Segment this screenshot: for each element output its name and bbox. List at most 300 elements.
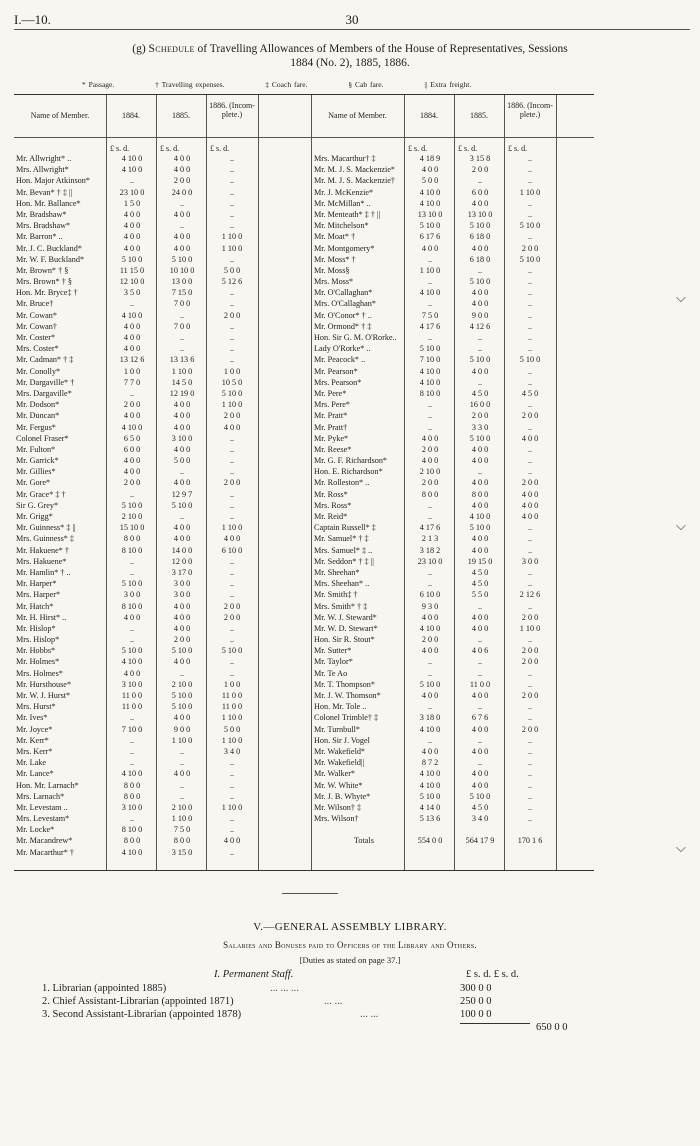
amount-1885: 5 10 0 <box>469 523 491 533</box>
legend-passage: * Passage. <box>82 80 115 89</box>
amount-1886: .. <box>527 299 533 309</box>
amount-1884: 5 13 6 <box>419 814 441 824</box>
member-name: Mr. Brown* † § <box>16 265 69 275</box>
leader: ... ... <box>360 1009 379 1020</box>
amount-1886: 4 0 0 <box>223 836 241 846</box>
amount-1884: 4 10 0 <box>419 377 441 387</box>
table-row <box>14 556 594 567</box>
library-total-row <box>42 1021 602 1034</box>
amount-1885: 14 0 0 <box>171 545 193 555</box>
col-header-1885-right: 1885. <box>470 111 488 120</box>
table-row <box>14 388 594 399</box>
member-name: Mr. Hamlin* † .. <box>16 567 71 577</box>
amount-1885: 4 0 0 <box>471 534 489 544</box>
member-name: Mrs. Pearson* <box>314 377 362 387</box>
amount-1886: .. <box>229 791 235 801</box>
amount-1885: 4 0 0 <box>471 612 489 622</box>
amount-1884: 4 0 0 <box>123 232 141 242</box>
member-name: Mr. J. W. Thomson* <box>314 691 381 700</box>
amount-1885: 4 0 0 <box>471 366 489 376</box>
amount-1885: 4 0 0 <box>471 478 489 488</box>
table-row <box>14 589 594 600</box>
margin-mark: ⌵ <box>676 290 686 305</box>
amount-1886: 4 0 0 <box>223 534 241 544</box>
amount-1884: 1 5 0 <box>123 198 141 208</box>
member-name: Totals <box>354 836 374 846</box>
amount-1884: 3 10 0 <box>121 802 143 812</box>
amount-1886: .. <box>229 567 235 577</box>
library-item-amount: 100 0 0 <box>460 1009 492 1020</box>
amount-1886: .. <box>527 523 533 533</box>
amount-1884: 3 18 2 <box>419 545 441 555</box>
amount-1885: .. <box>179 758 185 768</box>
amount-1886: .. <box>229 814 235 824</box>
col-header-1885: 1885. <box>172 111 190 120</box>
amount-1885: 1 10 0 <box>171 814 193 824</box>
amount-1885: 4 0 0 <box>471 243 489 253</box>
amount-1884: .. <box>427 668 433 678</box>
table-row <box>14 343 594 354</box>
amount-1886: 4 0 0 <box>521 433 539 443</box>
table-row <box>14 612 594 623</box>
schedule-title <box>10 42 690 70</box>
amount-1885: 4 0 0 <box>471 198 489 208</box>
amount-1885: 3 4 0 <box>471 814 489 824</box>
amount-1884: 6 0 0 <box>123 444 141 454</box>
amount-1886: .. <box>229 355 235 365</box>
amount-1885: 4 0 0 <box>173 165 191 175</box>
amount-1884: 5 10 0 <box>121 254 143 264</box>
amount-1885: 4 0 0 <box>471 724 489 734</box>
amount-1885: 5 10 0 <box>469 277 491 287</box>
psd-header: £ s. d. <box>110 144 130 153</box>
amount-1885: 4 5 0 <box>471 802 489 812</box>
leader: ... ... ... <box>270 983 299 994</box>
amount-1886: .. <box>527 780 533 790</box>
member-name: Mr. Dargaville* † <box>16 377 75 387</box>
amount-1886: .. <box>229 333 235 342</box>
member-name: Mr. Moss* † <box>314 254 356 264</box>
amount-1884: 2 0 0 <box>421 635 439 645</box>
amount-1886: 1 10 0 <box>221 802 243 812</box>
amount-1886: .. <box>527 635 533 645</box>
member-name: Mr. Cowan† <box>16 321 57 331</box>
table-row <box>14 399 594 410</box>
amount-1886: .. <box>229 288 235 298</box>
table-row <box>14 735 594 746</box>
amount-1885: 2 0 0 <box>471 411 489 421</box>
amount-1884: 4 0 0 <box>123 221 141 231</box>
member-name: Mr. Ives* <box>16 713 48 723</box>
table-row <box>14 310 594 321</box>
amount-1886: 1 10 0 <box>221 243 243 253</box>
amount-1884: 4 17 6 <box>419 321 441 331</box>
table-row <box>14 601 594 612</box>
amount-1884: 4 0 0 <box>123 333 141 342</box>
amount-1886: .. <box>229 769 235 779</box>
amount-1886: 10 5 0 <box>221 377 243 387</box>
amount-1885: 5 10 0 <box>469 221 491 231</box>
amount-1885: .. <box>179 333 185 342</box>
table-row <box>14 366 594 377</box>
psd-header: £ s. d. <box>210 144 230 153</box>
amount-1886: 1 0 0 <box>223 679 241 689</box>
section-separator <box>282 893 338 894</box>
amount-1885: .. <box>477 344 483 354</box>
library-note: [Duties as stated on page 37.] <box>299 955 401 965</box>
member-name: Mr. Barron* .. <box>16 232 63 242</box>
member-name: Mr. Kerr* <box>16 735 49 745</box>
member-name: Mr. Grace* ‡ † <box>16 489 66 499</box>
amount-1884: 4 10 0 <box>419 198 441 208</box>
member-name: Mr. J. C. Buckland* <box>16 243 82 253</box>
amount-1885: .. <box>179 791 185 801</box>
amount-1884: 2 0 0 <box>421 478 439 488</box>
amount-1886: 3 4 0 <box>223 746 241 756</box>
amount-1885: .. <box>477 601 483 611</box>
member-name: Mrs. Hakuene* <box>16 556 67 566</box>
table-row <box>14 377 594 388</box>
member-name: Mrs. Harper* <box>16 590 61 600</box>
amount-1884: 23 10 0 <box>417 556 443 566</box>
amount-1884: .. <box>427 400 433 410</box>
amount-1884: .. <box>129 814 135 824</box>
amount-1886: .. <box>229 825 235 835</box>
amount-1886: 2 0 0 <box>521 724 539 734</box>
member-name: Mr. Turnbull* <box>314 724 360 734</box>
table-row <box>14 489 594 500</box>
amount-1885: 3 17 0 <box>171 567 193 577</box>
amount-1885: 7 0 0 <box>173 321 191 331</box>
amount-1884: 4 10 0 <box>121 657 143 667</box>
amount-1884: .. <box>129 635 135 645</box>
amount-1886: 2 0 0 <box>223 411 241 421</box>
amount-1885: 564 17 9 <box>465 836 495 846</box>
amount-1886: 2 0 0 <box>521 612 539 622</box>
member-name: Mrs. Ross* <box>314 500 352 510</box>
member-name: Mr. Fergus* <box>16 422 56 432</box>
amount-1884: .. <box>129 299 135 309</box>
amount-1884: 5 10 0 <box>419 221 441 231</box>
member-name: Mrs. Macarthur† ‡ <box>314 154 376 163</box>
amount-1884: 23 10 0 <box>119 187 145 197</box>
member-name: Mr. Smith‡ † <box>314 590 358 600</box>
amount-1884: .. <box>427 422 433 432</box>
amount-1884: 5 10 0 <box>121 500 143 510</box>
member-name: Mr. McMillan* .. <box>314 198 371 208</box>
library-col-headers: £ s. d. £ s. d. <box>466 969 519 980</box>
table-row <box>14 477 594 488</box>
member-name: Mr. Allwright* .. <box>16 154 72 163</box>
amount-1885: .. <box>179 668 185 678</box>
member-name: Mr. Cowan* <box>16 310 57 320</box>
header-rule <box>14 137 594 138</box>
amount-1885: 4 5 0 <box>471 388 489 398</box>
amount-1885: 3 3 0 <box>471 422 489 432</box>
margin-mark: ⌵ <box>676 840 686 855</box>
amount-1885: 19 15 0 <box>467 556 493 566</box>
amount-1885: .. <box>179 221 185 231</box>
amount-1885: 4 0 0 <box>471 623 489 633</box>
table-row <box>14 455 594 466</box>
page-header <box>14 12 690 32</box>
amount-1884: 7 5 0 <box>421 310 439 320</box>
table-row <box>14 746 594 757</box>
table-row <box>14 466 594 477</box>
member-name: Mrs. O'Callaghan* <box>314 299 376 309</box>
table-row <box>14 634 594 645</box>
member-name: Mr. Samuel* † ‡ <box>314 534 369 544</box>
member-name: Mrs. Guinness* ‡ <box>16 534 74 544</box>
amount-1884: 2 1 3 <box>421 534 439 544</box>
amount-1884: 13 10 0 <box>417 209 443 219</box>
amount-1884: 4 10 0 <box>419 187 441 197</box>
table-row <box>14 298 594 309</box>
col-header-1886-right: 1886. (Incom- plete.) <box>507 101 553 119</box>
table-row <box>14 791 594 802</box>
legend-freight: || Extra freight. <box>424 80 472 89</box>
amount-1885: 5 10 0 <box>171 500 193 510</box>
amount-1884: 4 0 0 <box>421 746 439 756</box>
amount-1884: 4 17 6 <box>419 523 441 533</box>
member-name: Mrs. Coster* <box>16 344 59 354</box>
member-name: Mr. J. McKenzie* <box>314 187 374 197</box>
amount-1885: .. <box>179 467 185 477</box>
member-name: Mr. Garrick* <box>16 456 59 466</box>
amount-1886: 5 10 0 <box>519 254 541 264</box>
amount-1886: 11 0 0 <box>221 702 243 712</box>
amount-1884: 4 10 0 <box>419 623 441 633</box>
table-row <box>14 712 594 723</box>
amount-1885: 5 10 0 <box>469 355 491 365</box>
amount-1885: 5 10 0 <box>469 433 491 443</box>
member-name: Mr. Pearson* <box>314 366 358 376</box>
amount-1885: 12 0 0 <box>171 556 193 566</box>
legend <box>82 80 509 89</box>
member-name: Mr. O'Callaghan* <box>314 288 373 298</box>
amount-1884: 4 10 0 <box>419 724 441 734</box>
table-row <box>14 332 594 343</box>
legend-cab: § Cab fare. <box>348 80 384 89</box>
member-name: Mr. Hislop* <box>16 623 56 633</box>
table-row <box>14 231 594 242</box>
amount-1886: .. <box>527 366 533 376</box>
amount-1884: 12 10 0 <box>119 277 145 287</box>
amount-1886: 5 10 0 <box>519 355 541 365</box>
amount-1886: 1 0 0 <box>223 366 241 376</box>
amount-1886: .. <box>527 321 533 331</box>
col-header-1884: 1884. <box>122 111 140 120</box>
member-name: Mrs. Hislop* <box>16 635 60 645</box>
col-header-1884-right: 1884. <box>420 111 438 120</box>
amount-1885: 1 10 0 <box>171 366 193 376</box>
amount-1885: .. <box>477 176 483 186</box>
amount-1885: .. <box>477 702 483 712</box>
col-header-1886: 1886. (Incom- plete.) <box>209 101 255 119</box>
amount-1884: 4 0 0 <box>123 612 141 622</box>
amount-1884: 8 0 0 <box>123 836 141 846</box>
amount-1885: 10 10 0 <box>169 265 195 275</box>
amount-1886: .. <box>229 299 235 309</box>
amount-1885: 6 18 0 <box>469 254 491 264</box>
amount-1886: 4 0 0 <box>521 512 539 521</box>
library-item-label: 1. Librarian (appointed 1885) <box>42 983 167 994</box>
amount-1885: .. <box>477 758 483 768</box>
member-name: Hon. Major Atkinson* <box>16 176 90 186</box>
amount-1884: 4 0 0 <box>123 209 141 219</box>
amount-1884: .. <box>427 277 433 287</box>
amount-1886: 2 0 0 <box>521 478 539 488</box>
amount-1884: 8 10 0 <box>121 825 143 835</box>
amount-1884: 4 0 0 <box>123 321 141 331</box>
amount-1885: 4 0 0 <box>173 623 191 633</box>
member-name: Mr. Menteath* ‡ † || <box>314 209 381 219</box>
member-name: Mr. Montgomery* <box>314 243 375 253</box>
member-name: Mr. Wakefield|| <box>314 758 365 768</box>
amount-1886: 5 0 0 <box>223 724 241 734</box>
table-row <box>14 175 594 186</box>
amount-1885: 4 0 0 <box>173 209 191 219</box>
member-name: Mr. Wilson† ‡ <box>314 802 362 812</box>
amount-1886: .. <box>527 310 533 320</box>
member-name: Mrs. Pere* <box>314 400 350 410</box>
amount-1884: .. <box>427 657 433 667</box>
member-name: Mr. Reid* <box>314 512 348 521</box>
amount-1886: .. <box>229 165 235 175</box>
amount-1886: 1 10 0 <box>221 713 243 723</box>
amount-1886: 4 0 0 <box>521 489 539 499</box>
amount-1884: 7 7 0 <box>123 377 141 387</box>
amount-1885: 5 0 0 <box>173 456 191 466</box>
member-name: Mr. Guinness* ‡ || <box>16 523 76 533</box>
member-name: Mr. Te Ao <box>314 668 348 678</box>
amount-1886: .. <box>229 456 235 466</box>
member-name: Mrs. Sheehan* .. <box>314 579 370 589</box>
amount-1884: 5 10 0 <box>419 679 441 689</box>
amount-1886: 170 1 6 <box>517 836 543 846</box>
amount-1884: 2 0 0 <box>421 444 439 454</box>
member-name: Mr. W. J. Hurst* <box>16 691 71 700</box>
amount-1884: 5 10 0 <box>121 646 143 656</box>
library-item-label: 2. Chief Assistant-Librarian (appointed 1871) <box>42 996 234 1007</box>
member-name: Mr. O'Conor* † .. <box>314 310 372 320</box>
psd-header: £ s. d. <box>160 144 180 153</box>
amount-1886: 5 0 0 <box>223 265 241 275</box>
amount-1884: 4 10 0 <box>121 769 143 779</box>
table-row <box>14 198 594 209</box>
amount-1884: 8 0 0 <box>123 534 141 544</box>
amount-1884: 4 10 0 <box>419 288 441 298</box>
amount-1884: 3 18 0 <box>419 713 441 723</box>
amount-1886: 1 10 0 <box>221 232 243 242</box>
amount-1886: .. <box>527 534 533 544</box>
table-row <box>14 835 594 846</box>
amount-1884: 4 0 0 <box>123 467 141 477</box>
amount-1885: 3 0 0 <box>173 590 191 600</box>
member-name: Mrs. Hurst* <box>16 702 56 712</box>
table-row <box>14 187 594 198</box>
member-name: Mr. Walker* <box>314 769 356 779</box>
member-name: Hon. Sir G. M. O'Rorke.. <box>314 333 397 342</box>
amount-1886: .. <box>229 657 235 667</box>
amount-1886: .. <box>229 668 235 678</box>
table-row <box>14 645 594 656</box>
amount-1886: 2 0 0 <box>521 646 539 656</box>
amount-1885: .. <box>477 735 483 745</box>
amount-1884: 4 0 0 <box>421 433 439 443</box>
table-row <box>14 567 594 578</box>
amount-1886: .. <box>527 567 533 577</box>
amount-1886: 5 12 6 <box>221 277 243 287</box>
table-row <box>14 824 594 835</box>
amount-1885: 4 0 0 <box>173 601 191 611</box>
amount-1885: 5 10 0 <box>171 702 193 712</box>
amount-1886: .. <box>527 400 533 410</box>
table-row <box>14 276 594 287</box>
library-total: 650 0 0 <box>536 1022 568 1033</box>
amount-1886: 1 10 0 <box>519 187 541 197</box>
amount-1885: 3 15 0 <box>171 847 193 857</box>
amount-1884: 4 10 0 <box>121 422 143 432</box>
title-line2: 1884 (No. 2), 1885, 1886. <box>290 57 410 69</box>
member-name: Mr. Levestam .. <box>16 802 68 812</box>
amount-1885: .. <box>477 657 483 667</box>
member-name: Mrs. Larnach* <box>16 791 65 801</box>
member-name: Mrs. Levestam* <box>16 814 70 824</box>
member-name: Mrs. Kerr* <box>16 746 53 756</box>
amount-1885: 5 5 0 <box>471 590 489 600</box>
member-name: Mr. Moat* † <box>314 232 356 242</box>
allowances-table <box>14 94 594 871</box>
amount-1885: 4 0 0 <box>471 780 489 790</box>
member-name: Mr. Sheehan* <box>314 567 360 577</box>
library-item-amount: 300 0 0 <box>460 983 492 994</box>
amount-1885: 2 0 0 <box>173 635 191 645</box>
amount-1886: .. <box>229 467 235 477</box>
amount-1885: .. <box>179 512 185 521</box>
member-name: Mr. Rolleston* .. <box>314 478 370 488</box>
table-row <box>14 265 594 276</box>
amount-1885: 4 0 0 <box>173 154 191 163</box>
amount-1886: 2 0 0 <box>223 478 241 488</box>
member-name: Mr. Pratt† <box>314 422 348 432</box>
amount-1884: .. <box>129 758 135 768</box>
amount-1886: .. <box>527 422 533 432</box>
amount-1885: 12 19 0 <box>169 388 195 398</box>
member-name: Mr. Bruce† <box>16 299 54 309</box>
amount-1884: .. <box>427 411 433 421</box>
member-name: Hon. Mr. Bryce‡ † <box>16 288 78 298</box>
amount-1884: 7 10 0 <box>121 724 143 734</box>
amount-1886: .. <box>527 746 533 756</box>
amount-1886: 2 0 0 <box>521 243 539 253</box>
member-name: Mrs. Bradshaw* <box>16 221 71 231</box>
amount-1885: 5 10 0 <box>469 791 491 801</box>
amount-1884: .. <box>129 556 135 566</box>
table-row <box>14 623 594 634</box>
amount-1884: .. <box>427 254 433 264</box>
amount-1884: .. <box>129 388 135 398</box>
amount-1884: 4 0 0 <box>421 243 439 253</box>
member-name: Colonel Fraser* <box>16 433 69 443</box>
amount-1885: 13 0 0 <box>171 277 193 287</box>
member-name: Mrs. Moss* <box>314 277 354 287</box>
amount-1884: .. <box>427 500 433 510</box>
amount-1886: .. <box>229 154 235 163</box>
amount-1884: .. <box>427 333 433 342</box>
amount-1885: 2 0 0 <box>471 165 489 175</box>
member-name: Mr. Fulton* <box>16 444 56 454</box>
